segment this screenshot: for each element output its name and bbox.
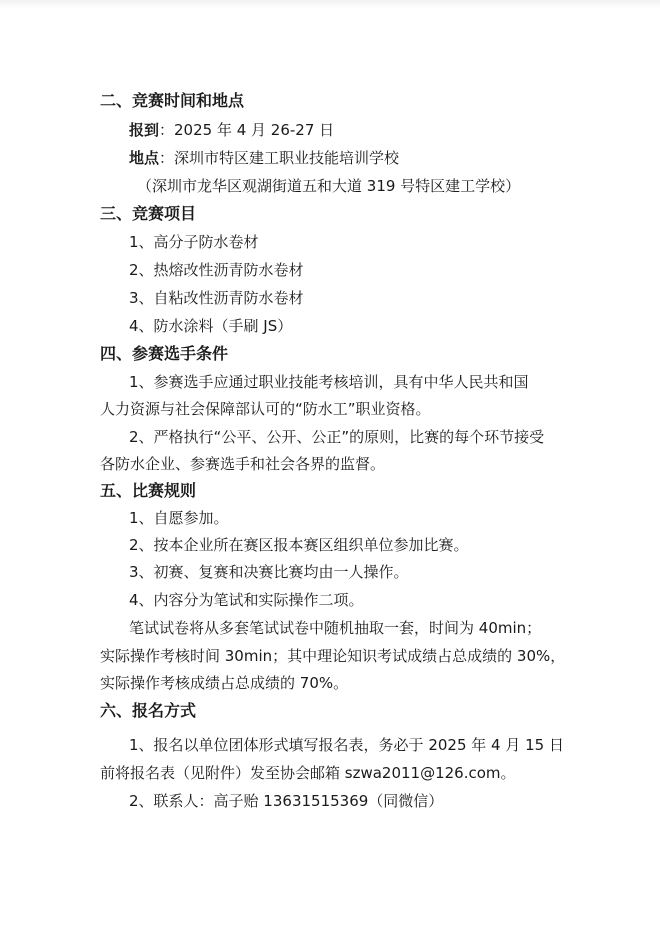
rule-item: 1、自愿参加。	[129, 509, 229, 527]
checkin-label: 报到	[129, 121, 160, 139]
signup-line-1: 1、报名以单位团体形式填写报名表，务必于 2025 年 4 月 15 日	[129, 736, 564, 754]
project-item: 1、高分子防水卷材	[129, 233, 259, 251]
venue-label: 地点	[129, 149, 160, 167]
venue-value: ：深圳市特区建工职业技能培训学校	[159, 149, 400, 167]
section2-heading: 二、竞赛时间和地点	[100, 91, 245, 110]
condition-2-line-2: 各防水企业、参赛选手和社会各界的监督。	[100, 455, 386, 473]
checkin-line	[129, 120, 334, 140]
rule-note-line-1: 笔试试卷将从多套笔试试卷中随机抽取一套，时间为 40min；	[129, 619, 542, 637]
scan-edge	[0, 0, 660, 8]
section6-heading: 六、报名方式	[100, 701, 197, 720]
venue-address: （深圳市龙华区观湖街道五和大道 319 号特区建工学校）	[137, 177, 521, 195]
rule-item: 2、按本企业所在赛区报本赛区组织单位参加比赛。	[129, 536, 469, 554]
section5-heading: 五、比赛规则	[100, 481, 197, 500]
project-item: 3、自粘改性沥青防水卷材	[129, 289, 304, 307]
section3-heading: 三、竞赛项目	[100, 204, 197, 223]
project-item: 2、热熔改性沥青防水卷材	[129, 261, 304, 279]
contact-line: 2、联系人：高子贻 13631515369（同微信）	[129, 792, 444, 810]
signup-line-2: 前将报名表（见附件）发至协会邮箱 szwa2011@126.com。	[100, 764, 516, 782]
project-item: 4、防水涂料（手刷 JS）	[129, 317, 293, 335]
rule-item: 4、内容分为笔试和实际操作二项。	[129, 591, 364, 609]
condition-1-line-1: 1、参赛选手应通过职业技能考核培训，具有中华人民共和国	[129, 373, 529, 391]
condition-2-line-1: 2、严格执行“公平、公开、公正”的原则，比赛的每个环节接受	[129, 428, 545, 446]
rule-note-line-3: 实际操作考核成绩占总成绩的 70%。	[100, 674, 349, 692]
venue-line	[129, 148, 399, 168]
rule-item: 3、初赛、复赛和决赛比赛均由一人操作。	[129, 563, 409, 581]
rule-note-line-2: 实际操作考核时间 30min；其中理论知识考试成绩占总成绩的 30%，	[100, 647, 566, 665]
checkin-value: ：2025 年 4 月 26-27 日	[159, 121, 335, 139]
section4-heading: 四、参赛选手条件	[100, 344, 229, 363]
condition-1-line-2: 人力资源与社会保障部认可的“防水工”职业资格。	[100, 400, 431, 418]
